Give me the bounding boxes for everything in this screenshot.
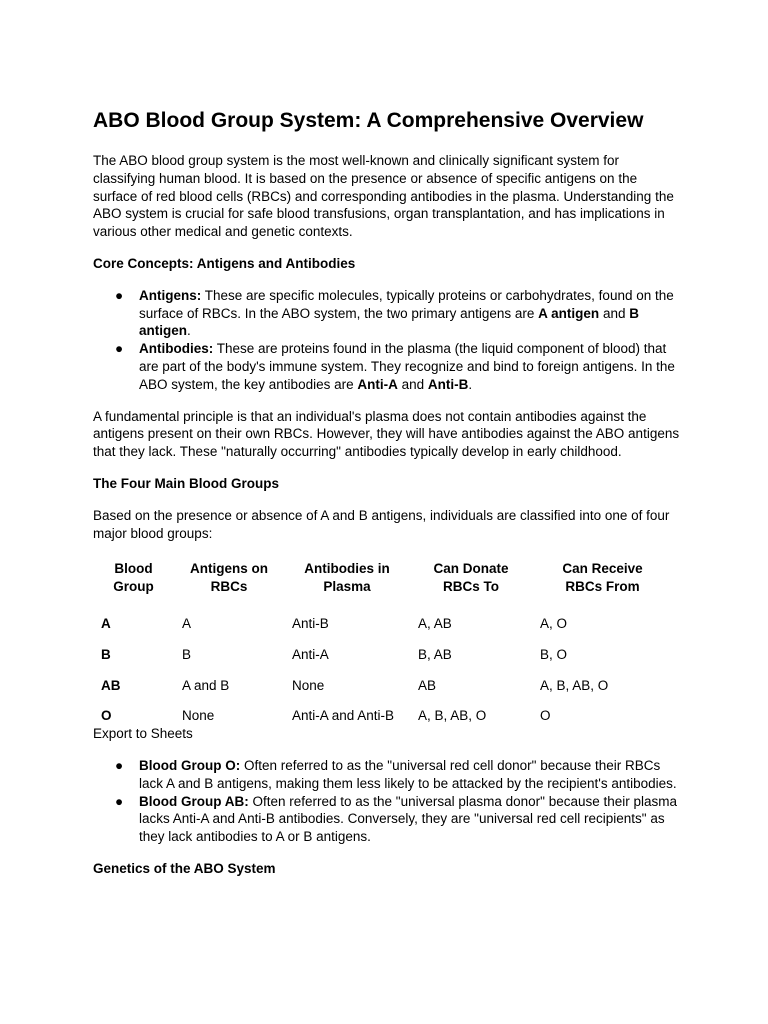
document-page [93, 108, 683, 892]
principle-paragraph: A fundamental principle is that an individual's plasma does not contain antibodies against the antigens present on their own RBCs. However, they will have antibodies against the ABO antigens that they lack. These "naturally occurring" antibodies typically develop in early childhood. [93, 408, 680, 460]
table-cell: A, B, AB, O [418, 708, 487, 724]
export-to-sheets-link[interactable]: Export to Sheets [93, 726, 193, 742]
table-cell: None [292, 677, 325, 693]
table-cell: A, B, AB, O [540, 677, 609, 693]
term-label: Antibodies: [139, 341, 214, 357]
section-heading-genetics: Genetics of the ABO System [93, 860, 276, 876]
core-concepts-list [93, 287, 683, 394]
column-header: Antigens on RBCs [190, 561, 268, 595]
bullet-icon: ● [115, 341, 124, 357]
table-cell: O [101, 708, 112, 724]
page-title: ABO Blood Group System: A Comprehensive Overview [93, 109, 644, 132]
table-cell: Anti-B [292, 615, 329, 631]
section-heading-core-concepts: Core Concepts: Antigens and Antibodies [93, 255, 356, 271]
table-cell: AB [101, 677, 121, 693]
table-cell: None [182, 708, 215, 724]
table-row [93, 640, 673, 671]
table-cell: B [182, 646, 192, 662]
table-cell: A [101, 615, 111, 631]
table-row [93, 609, 673, 640]
table-cell: AB [418, 677, 437, 693]
column-header: Can Donate RBCs To [433, 561, 509, 595]
list-item: ● Antibodies: These are proteins found in the plasma (the liquid component of blood) that are part of the body's immune system. They recognize and bind to foreign antigens. In the ABO system, the key antibodies are Anti-A and Anti-B. [115, 341, 675, 392]
bullet-icon: ● [115, 757, 124, 773]
list-item: ● Blood Group O: Often referred to as the "universal red cell donor" because their RBCs lack A and B antigens, making them less likely to be attacked by the recipient's antibodies. [115, 757, 677, 791]
table-row [93, 701, 673, 725]
table-cell: B [101, 646, 111, 662]
blood-group-notes-list [93, 757, 683, 846]
section-heading-blood-groups: The Four Main Blood Groups [93, 475, 279, 491]
term-label: Blood Group AB: [139, 793, 249, 809]
intro-paragraph: The ABO blood group system is the most well-known and clinically significant system for classifying human blood. It is based on the presence or absence of specific antigens on the surface of red blood cells (RBCs) and corresponding antibodies in the plasma. Understanding the ABO system is crucial for safe blood transfusions, organ transplantation, and has implications in various other medical and genetic contexts. [93, 153, 674, 240]
column-header: Antibodies in Plasma [304, 561, 390, 595]
list-item: ● Blood Group AB: Often referred to as the "universal plasma donor" because their plasma lacks Anti-A and Anti-B antibodies. Conversely, they are "universal red cell recipients" as they lack antibodies to A or B antigens. [115, 793, 678, 845]
bullet-icon: ● [115, 793, 124, 809]
table-cell: Anti-A [292, 646, 329, 662]
column-header: Blood Group [113, 561, 154, 595]
table-cell: O [540, 708, 551, 724]
table-header-row [93, 560, 673, 609]
column-header: Can Receive RBCs From [562, 561, 643, 595]
term-label: Blood Group O: [139, 757, 241, 773]
table-cell: A and B [182, 677, 230, 693]
bullet-icon: ● [115, 287, 124, 303]
term-label: Antigens: [139, 287, 202, 303]
table-cell: A [182, 615, 192, 631]
table-cell: B, AB [418, 646, 452, 662]
table-cell: B, O [540, 646, 568, 662]
table-cell: A, O [540, 615, 568, 631]
table-cell: Anti-A and Anti-B [292, 708, 395, 724]
blood-groups-intro: Based on the presence or absence of A and B antigens, individuals are classified into one of four major blood groups: [93, 507, 670, 541]
table-cell: A, AB [418, 615, 452, 631]
list-item: ● Antigens: These are specific molecules, typically proteins or carbohydrates, found on the surface of RBCs. In the ABO system, the two primary antigens are A antigen and B antigen. [115, 287, 674, 339]
blood-group-table [93, 560, 673, 725]
table-row [93, 671, 673, 702]
